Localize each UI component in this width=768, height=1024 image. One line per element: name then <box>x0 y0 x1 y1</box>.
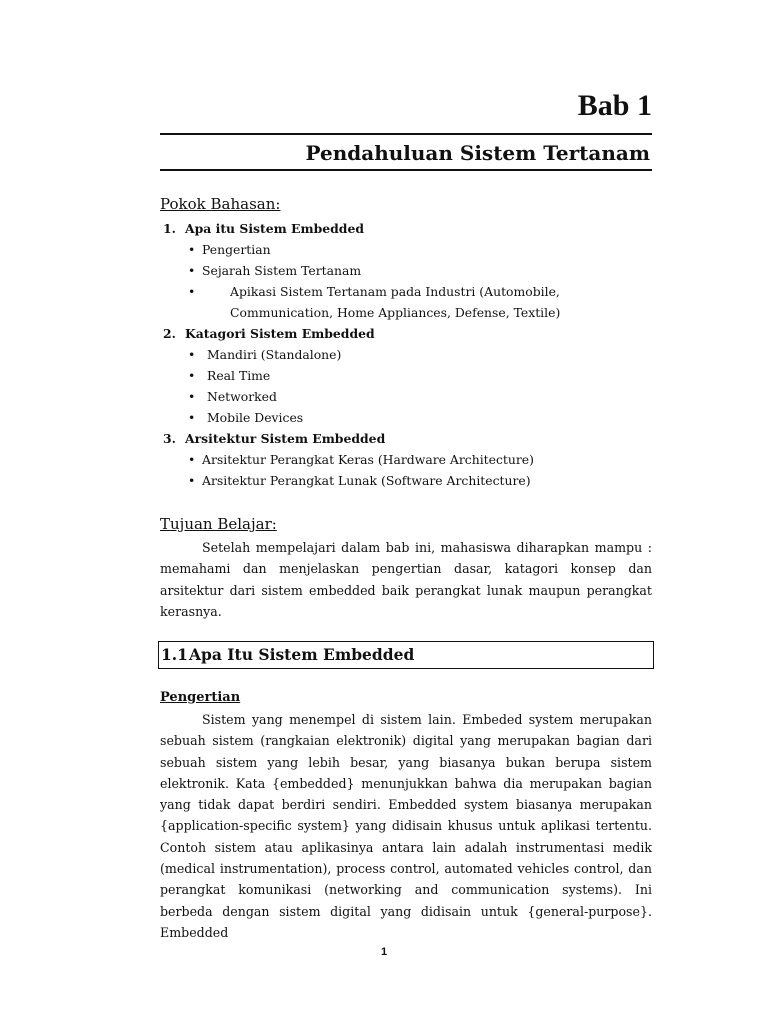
topic-bullet: • Pengertian <box>160 239 652 260</box>
title-rule-bottom <box>160 169 652 171</box>
topic-number: 2. <box>163 326 176 341</box>
topic-number: 1. <box>163 221 176 236</box>
topic-bullet: • Arsitektur Perangkat Lunak (Software Architecture) <box>160 470 652 491</box>
topic-item <box>160 218 652 239</box>
topic-bullet: • Sejarah Sistem Tertanam <box>160 260 652 281</box>
chapter-title: Pendahuluan Sistem Tertanam <box>305 141 650 165</box>
pokok-bahasan-heading: Pokok Bahasan: <box>160 195 281 213</box>
topic-bullet: • Mandiri (Standalone) <box>160 344 652 365</box>
bullet-icon: • <box>188 368 196 383</box>
topic-bullet: • Real Time <box>160 365 652 386</box>
chapter-number: Bab 1 <box>577 89 652 122</box>
topic-bullet: • Mobile Devices <box>160 407 652 428</box>
topic-label: Apa itu Sistem Embedded <box>185 221 365 236</box>
bullet-icon: • <box>188 242 196 257</box>
section-title: Apa Itu Sistem Embedded <box>189 645 415 664</box>
topic-number: 3. <box>163 431 176 446</box>
topic-item <box>160 428 652 449</box>
tujuan-belajar-heading: Tujuan Belajar: <box>160 515 277 533</box>
topic-bullet: • Networked <box>160 386 652 407</box>
topic-list <box>160 218 652 491</box>
topic-label: Katagori Sistem Embedded <box>185 326 375 341</box>
page-number: 1 <box>380 946 388 958</box>
bullet-icon: • <box>188 347 196 362</box>
topic-item <box>160 323 652 344</box>
topic-label: Arsitektur Sistem Embedded <box>185 431 386 446</box>
bullet-icon: • <box>188 284 196 299</box>
pengertian-paragraph: Sistem yang menempel di sistem lain. Embeded system merupakan sebuah sistem (rangkaian elektronik) digital yang merupakan bagian dari sebuah sistem yang lebih besar, yang biasanya bukan berupa sistem elektronik. Kata {embedded} menunjukkan bahwa dia merupakan bagian yang tidak dapat berdiri sendiri. Embedded system biasanya merupakan {application-specific system} yang didisain khusus untuk aplikasi tertentu. Contoh sistem atau aplikasinya antara lain adalah instrumentasi medik (medical instrumentation), process control, automated vehicles control, dan perangkat komunikasi (networking and communication systems). Ini berbeda dengan sistem digital yang didisain untuk {general-purpose}. Embedded <box>160 712 652 940</box>
bullet-icon: • <box>188 452 196 467</box>
bullet-icon: • <box>188 389 196 404</box>
title-rule-top <box>160 133 652 135</box>
section-number: 1.1 <box>161 645 188 664</box>
topic-bullet: • Arsitektur Perangkat Keras (Hardware Architecture) <box>160 449 652 470</box>
bullet-icon: • <box>188 263 196 278</box>
bullet-icon: • <box>188 473 196 488</box>
topic-bullet: • Apikasi Sistem Tertanam pada Industri (Automobile, Communication, Home Appliances, Defense, Textile) <box>160 281 652 323</box>
bullet-icon: • <box>188 410 196 425</box>
section-heading-box <box>158 641 654 669</box>
tujuan-belajar-paragraph: Setelah mempelajari dalam bab ini, mahasiswa diharapkan mampu : memahami dan menjelaskan pengertian dasar, katagori konsep dan arsitektur dari sistem embedded baik perangkat lunak maupun perangkat kerasnya. <box>160 540 652 619</box>
pengertian-heading: Pengertian <box>160 690 241 705</box>
